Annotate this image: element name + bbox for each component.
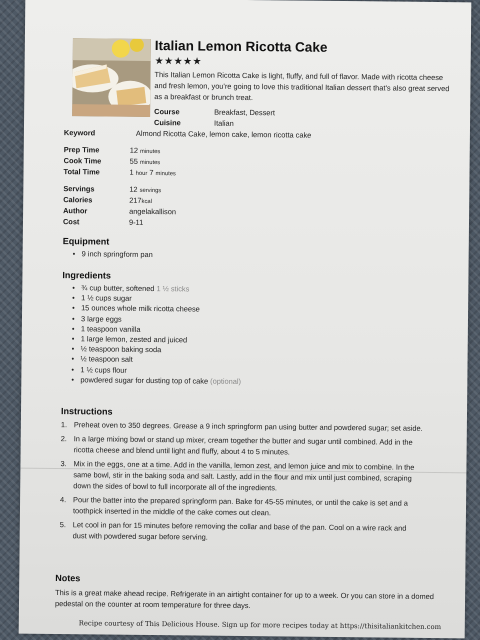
ingredient-item: • 1 ½ cups flour [71,365,241,377]
total-time-value: 1 hour 7 minutes [129,167,176,178]
ingredient-item: • ¾ cup butter, softened 1 ½ sticks [72,283,242,295]
servings-label: Servings [63,184,95,194]
author-value: angelakallison [129,206,176,217]
instruction-step: 3. Mix in the eggs, one at a time. Add in the vanilla, lemon zest, and lemon juice and mix to combine. In the same bowl, stir in the baking soda and salt. Lastly, add in the flour and mix until just combined, scraping down the sides of bowl to full incorporate all of the ingredients. [60,459,415,493]
servings-value: 12 servings [129,184,162,195]
instruction-step: 5. Let cool in pan for 15 minutes before removing the collar and base of the pan. Cool on a wire rack and dust with powdered sugar before serving. [59,520,407,542]
course-label: Course [154,107,180,117]
notes-heading: Notes [55,573,81,584]
rating-stars: ★★★★★ [154,56,203,68]
ingredient-item: • 1 ½ cups sugar [72,293,242,305]
ingredients-list [71,283,242,387]
instruction-step: 2. In a large mixing bowl or stand up mixer, cream together the butter and sugar until combined. Add in the ricotta cheese and blend until light and fluffy, about 4 to 5 minutes. [60,434,413,457]
author-label: Author [63,206,88,216]
cuisine-label: Cuisine [153,118,181,128]
instructions-heading: Instructions [60,406,113,417]
ingredient-item: • ½ teaspoon baking soda [72,344,242,356]
equipment-heading: Equipment [62,236,110,247]
notes-text: This is a great make ahead recipe. Refrigerate in an airtight container for up to a week. Or you can store in a domed pedestal on the counter at room temperature for three days. [54,588,434,611]
cuisine-value: Italian [213,118,234,128]
calories-value: 217kcal [129,195,152,206]
ingredient-item: • 1 large lemon, zested and juiced [72,334,242,346]
equipment-list [73,249,153,260]
cook-time-value: 55 minutes [129,156,161,167]
instruction-step: 1. Preheat oven to 350 degrees. Grease a 9 inch springform pan using butter and powdered sugar; set aside. [60,420,423,433]
calories-label: Calories [63,195,93,205]
keyword-label: Keyword [63,128,96,138]
course-value: Breakfast, Dessert [214,107,275,118]
cake-photo [72,38,151,117]
recipe-summary: This Italian Lemon Ricotta Cake is light, fluffy, and full of flavor. Made with ricotta cheese and fresh lemon, you're going to love this traditional Italian dessert that's also great served as a breakfast or brunch treat. [154,70,450,103]
ingredient-item: • ½ teaspoon salt [72,355,242,367]
prep-time-label: Prep Time [63,145,100,155]
ingredient-item: • 15 ounces whole milk ricotta cheese [72,304,242,316]
recipe-courtesy: Recipe courtesy of This Delicious House. Sign up for more recipes today at https://thisitaliankitchen.com [78,619,442,632]
keyword-value: Almond Ricotta Cake, lemon cake, lemon ricotta cake [135,128,312,140]
instruction-step: 4. Pour the batter into the prepared springform pan. Bake for 45-55 minutes, or until the cake is set and a toothpick inserted in the middle of the cake comes out clean. [60,495,408,518]
equipment-item: • 9 inch springform pan [73,249,153,260]
ingredient-item: • 3 large eggs [72,314,242,326]
ingredient-item: • 1 teaspoon vanilla [72,324,242,336]
recipe-title: Italian Lemon Ricotta Cake [154,38,328,55]
instructions-list [60,419,423,548]
prep-time-value: 12 minutes [129,145,161,156]
total-time-label: Total Time [63,167,100,177]
ingredients-heading: Ingredients [62,270,112,281]
cost-label: Cost [62,217,80,227]
ingredient-item: • powdered sugar for dusting top of cake (optional) [71,375,241,387]
cost-value: 9-11 [128,217,144,227]
recipe-printout [19,0,472,638]
cook-time-label: Cook Time [63,156,102,166]
